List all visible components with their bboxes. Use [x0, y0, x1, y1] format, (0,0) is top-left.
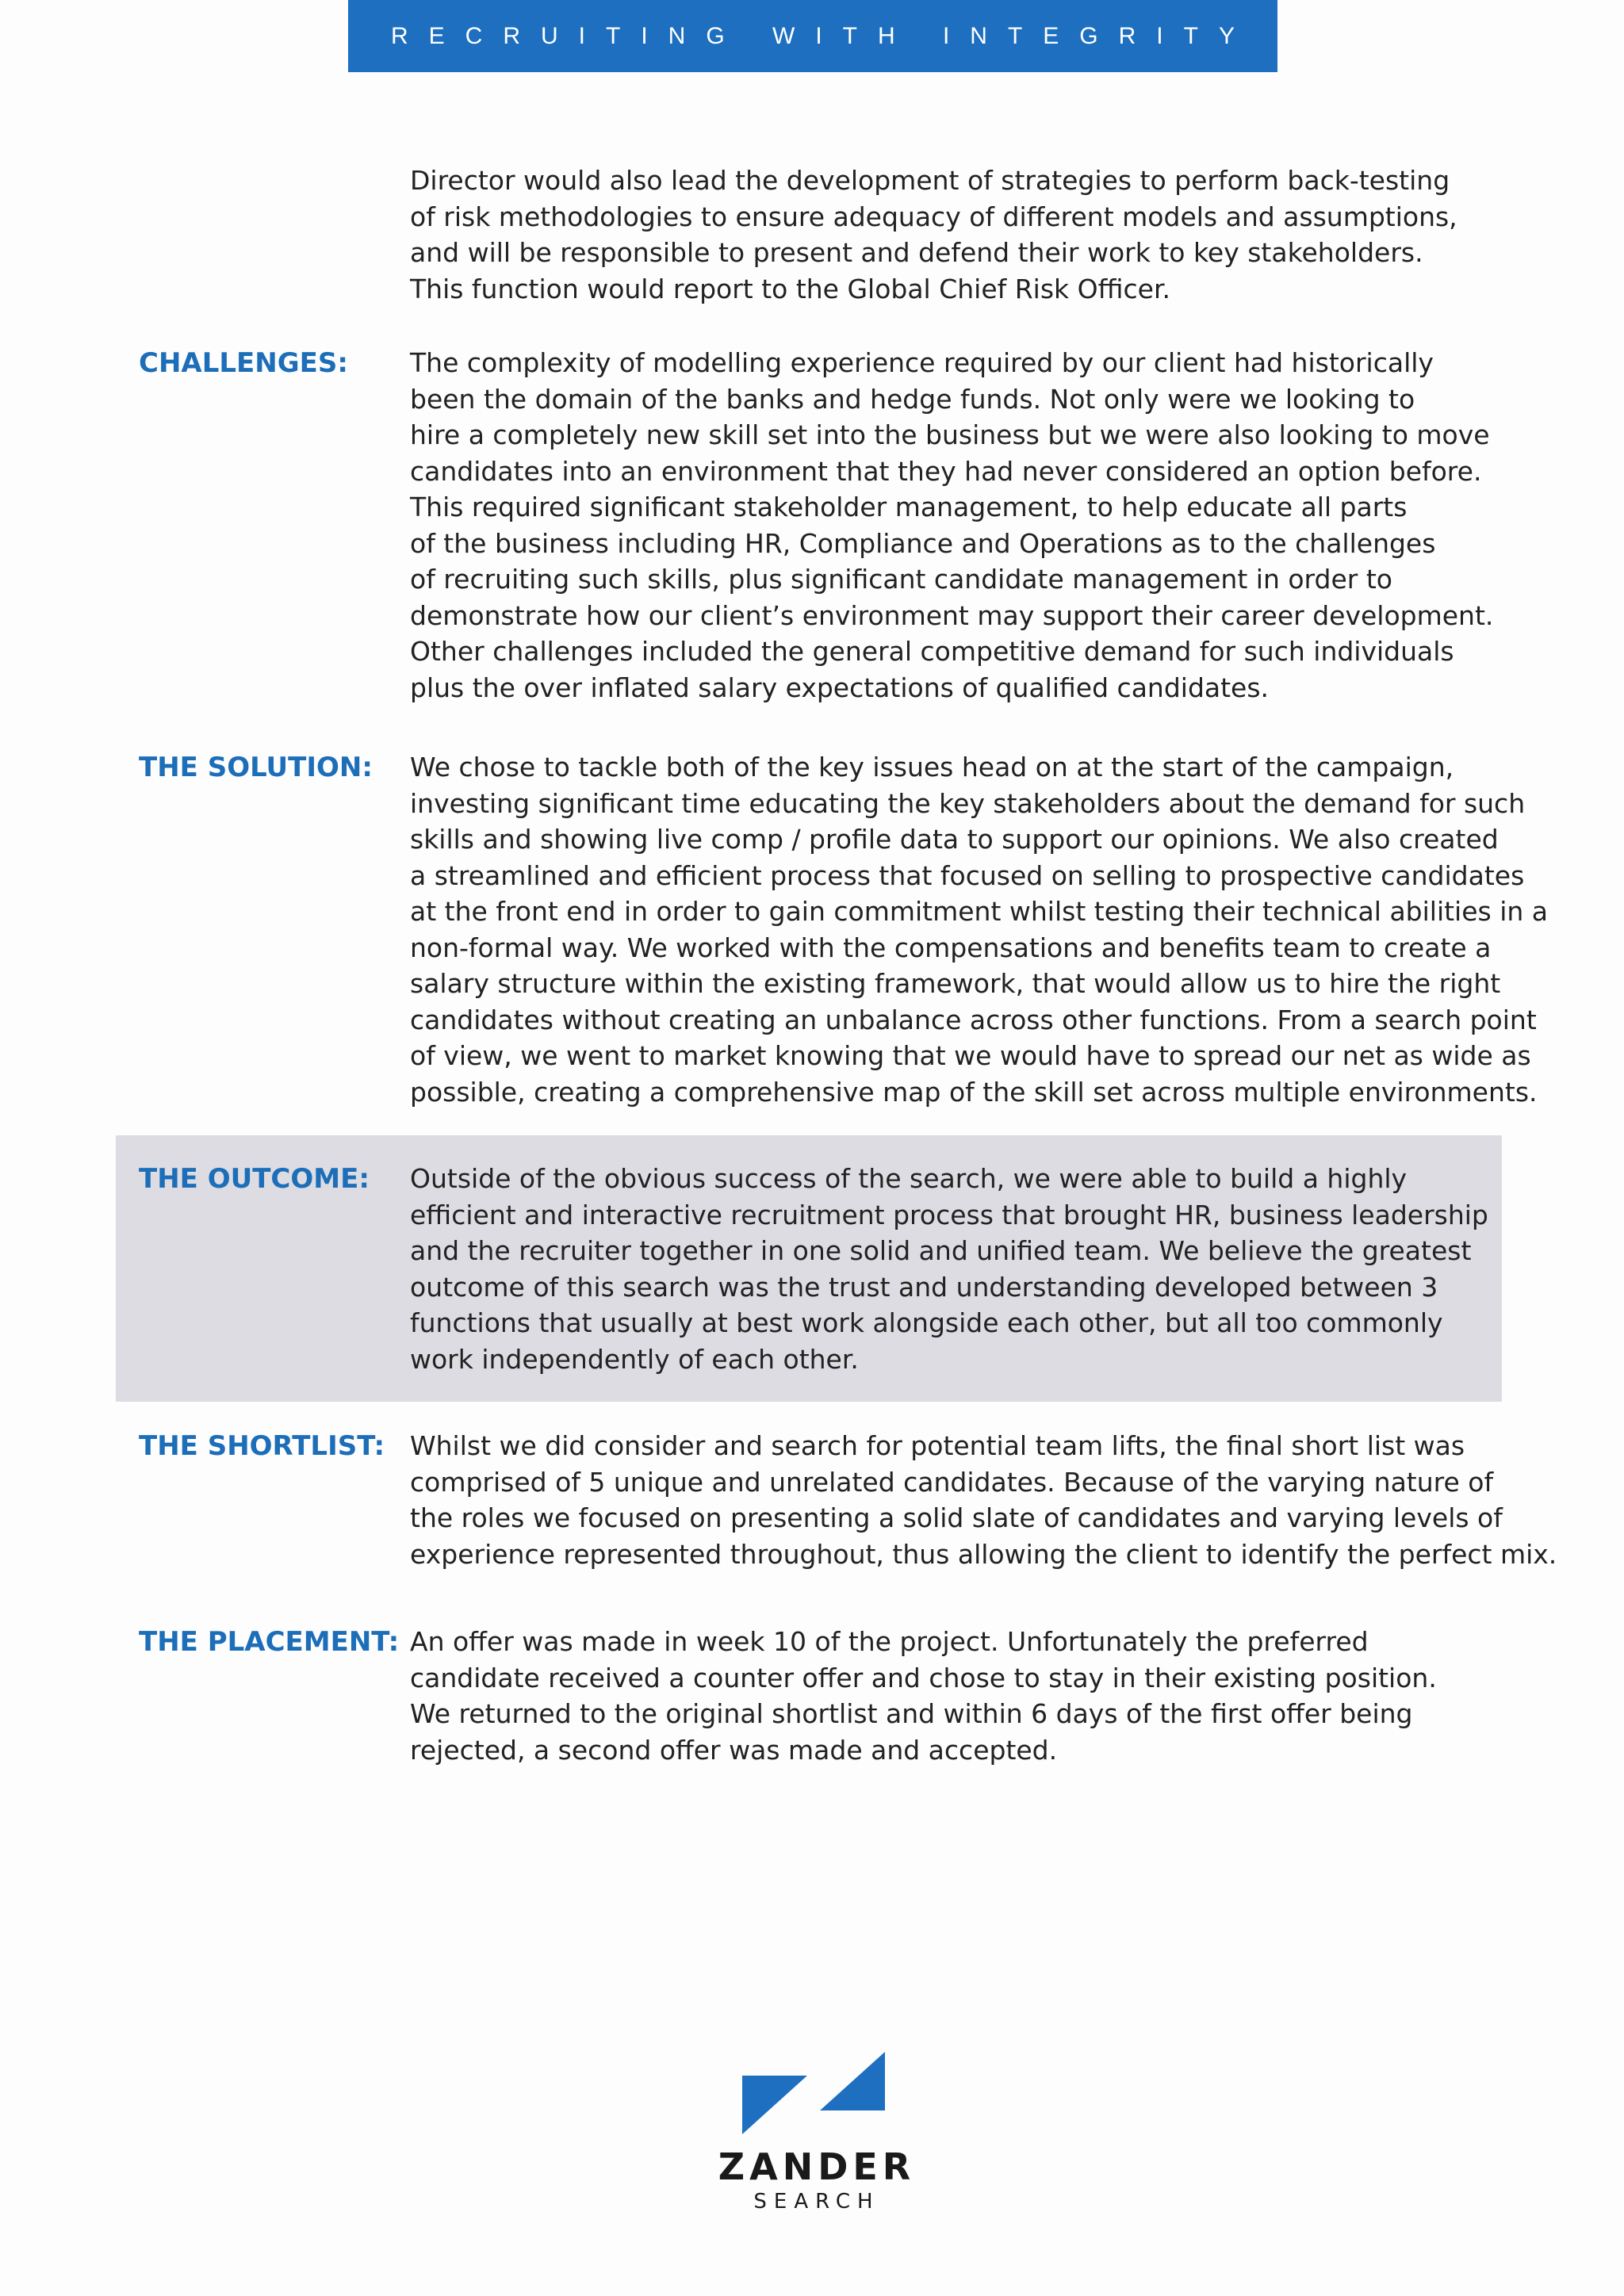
body-line: efficient and interactive recruitment process that brought HR, business leadership: [410, 1199, 1488, 1230]
section-body: [410, 1624, 1504, 1768]
section-body: [410, 345, 1504, 706]
intro-line: and will be responsible to present and defend their work to key stakeholders.: [410, 237, 1423, 268]
section-label: THE PLACEMENT:: [139, 1626, 400, 1658]
body-line: Outside of the obvious success of the search, we were able to build a highly: [410, 1163, 1408, 1194]
body-line: a streamlined and efficient process that focused on selling to prospective candidates: [410, 859, 1525, 891]
body-line: This required significant stakeholder management, to help educate all parts: [410, 492, 1408, 522]
section-body: [410, 749, 1549, 1110]
body-line: skills and showing live comp / profile data to support our opinions. We also created: [410, 824, 1499, 855]
body-line: An offer was made in week 10 of the project. Unfortunately the preferred: [410, 1626, 1369, 1657]
body-line: Whilst we did consider and search for potential team lifts, the final short list was: [410, 1430, 1465, 1461]
intro-line: of risk methodologies to ensure adequacy of different models and assumptions,: [410, 201, 1457, 232]
body-line: demonstrate how our client’s environment may support their career development.: [410, 599, 1494, 631]
body-line: Other challenges included the general competitive demand for such individuals: [410, 636, 1454, 667]
body-line: functions that usually at best work alongside each other, but all too commonly: [410, 1307, 1443, 1338]
banner-tagline: RECRUITING WITH INTEGRITY: [391, 22, 1255, 49]
body-line: hire a completely new skill set into the business but we were also looking to move: [410, 419, 1490, 450]
section-body: [410, 1161, 1504, 1377]
body-line: We chose to tackle both of the key issues head on at the start of the campaign,: [410, 752, 1454, 783]
section-label: THE SOLUTION:: [139, 752, 373, 783]
body-line: salary structure within the existing framework, that would allow us to hire the right: [410, 968, 1501, 999]
body-line: plus the over inflated salary expectations of qualified candidates.: [410, 672, 1270, 703]
top-banner: [348, 0, 1277, 72]
section-label: THE SHORTLIST:: [139, 1430, 385, 1462]
intro-line: This function would report to the Global Chief Risk Officer.: [410, 273, 1170, 304]
body-line: of the business including HR, Compliance and Operations as to the challenges: [410, 527, 1436, 559]
body-line: work independently of each other.: [410, 1343, 859, 1375]
body-line: The complexity of modelling experience required by our client had historically: [410, 347, 1434, 378]
zander-search-logo: [714, 2052, 920, 2218]
body-line: of recruiting such skills, plus significant candidate management in order to: [410, 564, 1392, 595]
body-line: and the recruiter together in one solid and unified team. We believe the greatest: [410, 1235, 1472, 1266]
body-line: non-formal way. We worked with the compensations and benefits team to create a: [410, 932, 1492, 963]
body-line: candidates without creating an unbalance across other functions. From a search point: [410, 1004, 1537, 1035]
logo-subtitle: SEARCH: [753, 2190, 880, 2214]
body-line: the roles we focused on presenting a solid slate of candidates and varying levels of: [410, 1502, 1503, 1533]
section-body: [410, 1428, 1557, 1572]
body-line: candidate received a counter offer and chose to stay in their existing position.: [410, 1662, 1437, 1693]
logo-wordmark: ZANDER: [718, 2145, 916, 2188]
body-line: candidates into an environment that they had never considered an option before.: [410, 455, 1482, 487]
body-line: comprised of 5 unique and unrelated candidates. Because of the varying nature of: [410, 1466, 1494, 1498]
section-label: CHALLENGES:: [139, 347, 348, 379]
body-line: possible, creating a comprehensive map of the skill set across multiple environments.: [410, 1076, 1538, 1108]
section-label: THE OUTCOME:: [139, 1163, 370, 1195]
intro-paragraph: [410, 163, 1504, 307]
body-line: of view, we went to market knowing that we would have to spread our net as wide as: [410, 1040, 1531, 1071]
body-line: outcome of this search was the trust and understanding developed between 3: [410, 1271, 1438, 1303]
zander-logo-mark-icon: [742, 2052, 891, 2134]
body-line: at the front end in order to gain commitment whilst testing their technical abilities in a: [410, 896, 1549, 927]
body-line: been the domain of the banks and hedge funds. Not only were we looking to: [410, 383, 1415, 415]
body-line: experience represented throughout, thus allowing the client to identify the perfect mix.: [410, 1538, 1557, 1570]
intro-line: Director would also lead the development of strategies to perform back-testing: [410, 165, 1450, 196]
body-line: investing significant time educating the key stakeholders about the demand for such: [410, 787, 1526, 819]
body-line: We returned to the original shortlist and within 6 days of the first offer being: [410, 1698, 1413, 1729]
body-line: rejected, a second offer was made and accepted.: [410, 1734, 1058, 1766]
